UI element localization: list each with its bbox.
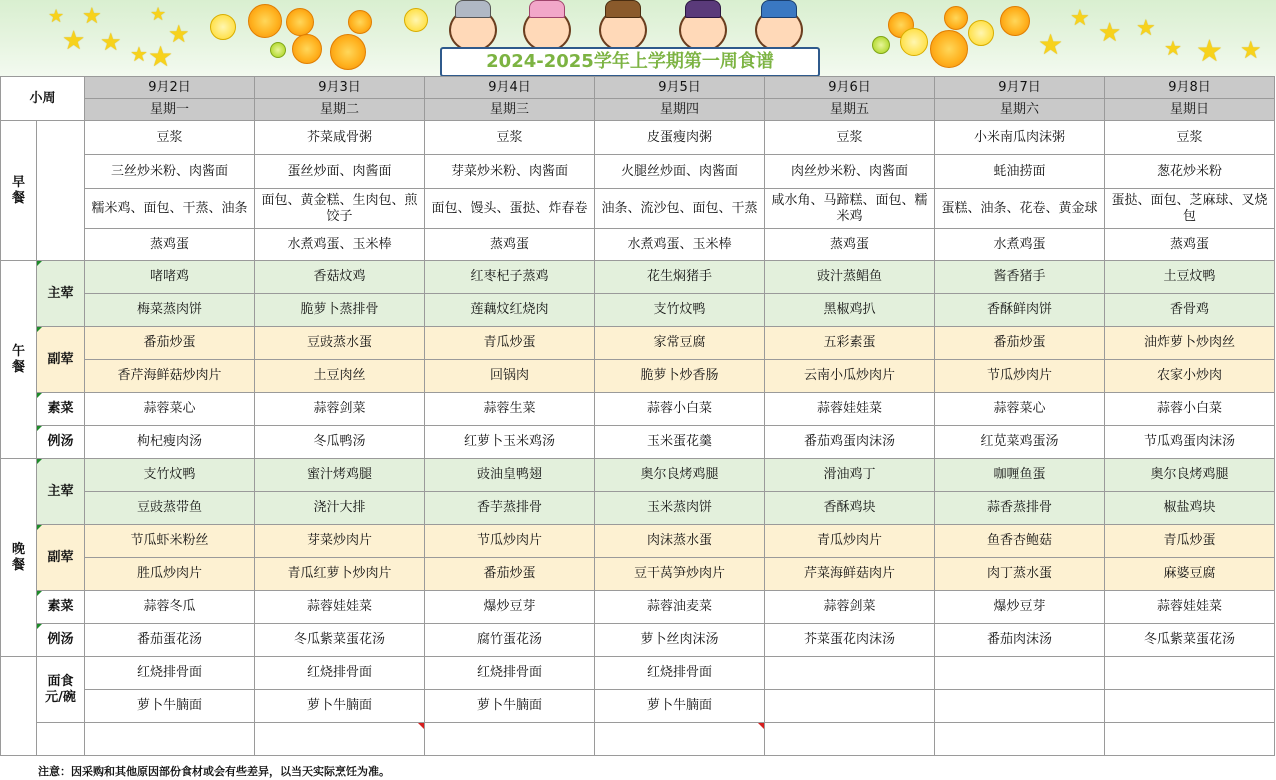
- lunch-row: [1, 360, 1275, 393]
- lunch-row: [1, 294, 1275, 327]
- menu-cell: 萝卜牛腩面: [85, 690, 255, 723]
- menu-cell: 脆萝卜炒香肠: [595, 360, 765, 393]
- menu-cell: 豆浆: [425, 121, 595, 155]
- menu-cell: 蒜蓉菜心: [85, 393, 255, 426]
- star-icon: ★: [82, 4, 102, 29]
- menu-cell: 番茄炒蛋: [85, 327, 255, 360]
- star-icon: ★: [48, 6, 65, 27]
- menu-cell: 回锅肉: [425, 360, 595, 393]
- menu-cell: 水煮鸡蛋、玉米棒: [255, 229, 425, 261]
- knight-kid-icon: [449, 8, 497, 52]
- menu-cell: 蒸鸡蛋: [765, 229, 935, 261]
- menu-cell: [935, 723, 1105, 756]
- menu-cell: 青瓜炒蛋: [1105, 525, 1275, 558]
- date-header-row: [1, 77, 1275, 99]
- orange-slice-icon: [944, 6, 968, 30]
- menu-cell: 红萝卜玉米鸡汤: [425, 426, 595, 459]
- star-icon: ★: [1164, 36, 1182, 60]
- lunch-row: [1, 393, 1275, 426]
- weekday-cell: 星期日: [1105, 99, 1275, 121]
- menu-cell: 萝卜丝肉沫汤: [595, 624, 765, 657]
- menu-cell: 萝卜牛腩面: [255, 690, 425, 723]
- weekday-cell: 星期三: [425, 99, 595, 121]
- menu-cell: 腐竹蛋花汤: [425, 624, 595, 657]
- comment-marker-icon: [37, 393, 42, 398]
- star-icon: ★: [1038, 28, 1064, 61]
- menu-cell: 咖喱鱼蛋: [935, 459, 1105, 492]
- menu-cell: 芥菜咸骨粥: [255, 121, 425, 155]
- menu-cell: 蛋糕、油条、花卷、黄金球: [935, 189, 1105, 229]
- week-label: 小周: [1, 77, 85, 121]
- orange-slice-icon: [286, 8, 314, 36]
- menu-cell: 红苋菜鸡蛋汤: [935, 426, 1105, 459]
- menu-cell: [1105, 690, 1275, 723]
- menu-cell: [765, 657, 935, 690]
- menu-cell: [1105, 657, 1275, 690]
- menu-cell: 蒜蓉油麦菜: [595, 591, 765, 624]
- menu-cell: [85, 723, 255, 756]
- dinner-row: [1, 492, 1275, 525]
- dinner-row: [1, 591, 1275, 624]
- orange-slice-icon: [248, 4, 282, 38]
- menu-cell: 糯米鸡、面包、干蒸、油条: [85, 189, 255, 229]
- menu-cell: 支竹炆鸭: [595, 294, 765, 327]
- weekday-cell: 星期五: [765, 99, 935, 121]
- menu-cell: 酱香猪手: [935, 261, 1105, 294]
- menu-cell: 豉汁蒸鲳鱼: [765, 261, 935, 294]
- menu-cell: 红烧排骨面: [595, 657, 765, 690]
- menu-cell: 豆浆: [1105, 121, 1275, 155]
- menu-cell: 红枣杞子蒸鸡: [425, 261, 595, 294]
- menu-cell: 家常豆腐: [595, 327, 765, 360]
- weekday-cell: 星期二: [255, 99, 425, 121]
- comment-marker-icon: [758, 723, 764, 729]
- menu-cell: 番茄肉沫汤: [935, 624, 1105, 657]
- dish-category-label: 素菜: [37, 591, 85, 624]
- menu-cell: 蒜香蒸排骨: [935, 492, 1105, 525]
- breakfast-row: [1, 189, 1275, 229]
- menu-cell: 蒜蓉剑菜: [255, 393, 425, 426]
- boy-kid-icon: [755, 8, 803, 52]
- menu-cell: 枸杞瘦肉汤: [85, 426, 255, 459]
- star-icon: ★: [100, 28, 122, 56]
- menu-cell: 小米南瓜肉沫粥: [935, 121, 1105, 155]
- date-cell: 9月7日: [935, 77, 1105, 99]
- comment-marker-icon: [37, 525, 42, 530]
- menu-cell: [255, 723, 425, 756]
- date-cell: 9月2日: [85, 77, 255, 99]
- star-icon: ★: [1098, 18, 1122, 48]
- menu-cell: 豆豉蒸带鱼: [85, 492, 255, 525]
- menu-cell: 冬瓜鸭汤: [255, 426, 425, 459]
- menu-cell: 豆干莴笋炒肉片: [595, 558, 765, 591]
- menu-table-body: [1, 77, 1275, 756]
- dish-category-label: 主荤: [37, 261, 85, 327]
- orange-slice-icon: [292, 34, 322, 64]
- star-icon: ★: [150, 4, 167, 25]
- star-icon: ★: [1070, 6, 1090, 31]
- orange-slice-icon: [348, 10, 372, 34]
- date-cell: 9月6日: [765, 77, 935, 99]
- menu-cell: 花生焖猪手: [595, 261, 765, 294]
- menu-cell: 油炸萝卜炒肉丝: [1105, 327, 1275, 360]
- lemon-slice-icon: [900, 28, 928, 56]
- date-cell: 9月3日: [255, 77, 425, 99]
- menu-cell: 红烧排骨面: [85, 657, 255, 690]
- noodle-label: 面食 元/碗: [37, 657, 85, 723]
- menu-cell: 蒸鸡蛋: [85, 229, 255, 261]
- menu-cell: 土豆肉丝: [255, 360, 425, 393]
- menu-cell: 麻婆豆腐: [1105, 558, 1275, 591]
- menu-cell: 香酥鸡块: [765, 492, 935, 525]
- menu-cell: 节瓜炒肉片: [935, 360, 1105, 393]
- menu-cell: 三丝炒米粉、肉酱面: [85, 155, 255, 189]
- noodle-row: [1, 723, 1275, 756]
- lunch-row: [1, 261, 1275, 294]
- comment-marker-icon: [37, 459, 42, 464]
- menu-cell: 火腿丝炒面、肉酱面: [595, 155, 765, 189]
- menu-cell: 滑油鸡丁: [765, 459, 935, 492]
- menu-cell: 玉米蒸肉饼: [595, 492, 765, 525]
- dinner-label: 晚 餐: [1, 459, 37, 657]
- dish-category-label: 素菜: [37, 393, 85, 426]
- menu-cell: 节瓜炒肉片: [425, 525, 595, 558]
- menu-cell: 五彩素蛋: [765, 327, 935, 360]
- menu-cell: 胜瓜炒肉片: [85, 558, 255, 591]
- dish-category-label: 主荤: [37, 459, 85, 525]
- menu-cell: 肉丝炒米粉、肉酱面: [765, 155, 935, 189]
- menu-cell: [765, 690, 935, 723]
- menu-cell: 番茄蛋花汤: [85, 624, 255, 657]
- comment-marker-icon: [37, 426, 42, 431]
- footnote: 注意：因采购和其他原因部份食材或会有些差异，以当天实际烹饪为准。: [38, 765, 390, 778]
- menu-cell: 冬瓜紫菜蛋花汤: [1105, 624, 1275, 657]
- menu-cell: 肉丁蒸水蛋: [935, 558, 1105, 591]
- weekday-cell: 星期六: [935, 99, 1105, 121]
- menu-cell: 香骨鸡: [1105, 294, 1275, 327]
- page-title: 2024-2025学年上学期第一周食谱: [440, 47, 820, 76]
- menu-cell: 啫啫鸡: [85, 261, 255, 294]
- menu-cell: [595, 723, 765, 756]
- date-cell: 9月4日: [425, 77, 595, 99]
- menu-cell: 节瓜鸡蛋肉沫汤: [1105, 426, 1275, 459]
- menu-cell: 香菇炆鸡: [255, 261, 425, 294]
- menu-cell: 椒盐鸡块: [1105, 492, 1275, 525]
- menu-cell: 莲藕炆红烧肉: [425, 294, 595, 327]
- princess-kid-icon: [523, 8, 571, 52]
- menu-cell: 土豆炆鸭: [1105, 261, 1275, 294]
- menu-cell: 香酥鲜肉饼: [935, 294, 1105, 327]
- menu-cell: 梅菜蒸肉饼: [85, 294, 255, 327]
- star-icon: ★: [1240, 36, 1262, 64]
- menu-cell: 水煮鸡蛋: [935, 229, 1105, 261]
- orange-slice-icon: [930, 30, 968, 68]
- orange-slice-icon: [330, 34, 366, 70]
- menu-cell: 爆炒豆芽: [425, 591, 595, 624]
- lunch-label: 午 餐: [1, 261, 37, 459]
- lime-slice-icon: [872, 36, 890, 54]
- dinner-row: [1, 624, 1275, 657]
- menu-cell: 蛋挞、面包、芝麻球、叉烧包: [1105, 189, 1275, 229]
- menu-cell: 萝卜牛腩面: [425, 690, 595, 723]
- date-cell: 9月8日: [1105, 77, 1275, 99]
- menu-cell: 蒜蓉娃娃菜: [765, 393, 935, 426]
- explorer-kid-icon: [599, 8, 647, 52]
- menu-cell: 番茄炒蛋: [425, 558, 595, 591]
- menu-cell: 蚝油捞面: [935, 155, 1105, 189]
- menu-cell: 红烧排骨面: [425, 657, 595, 690]
- lemon-slice-icon: [404, 8, 428, 32]
- menu-cell: 番茄炒蛋: [935, 327, 1105, 360]
- star-icon: ★: [62, 26, 86, 56]
- menu-cell: 芽菜炒米粉、肉酱面: [425, 155, 595, 189]
- menu-cell: 豆浆: [85, 121, 255, 155]
- orange-slice-icon: [1000, 6, 1030, 36]
- noodle-blank-label: [37, 723, 85, 756]
- menu-cell: 蒸鸡蛋: [425, 229, 595, 261]
- menu-cell: 鱼香杏鲍菇: [935, 525, 1105, 558]
- noodle-row: [1, 690, 1275, 723]
- breakfast-row: [1, 121, 1275, 155]
- breakfast-row: [1, 229, 1275, 261]
- lime-slice-icon: [270, 42, 286, 58]
- menu-cell: 红烧排骨面: [255, 657, 425, 690]
- dinner-row: [1, 459, 1275, 492]
- star-icon: ★: [130, 42, 148, 66]
- menu-cell: 香芋蒸排骨: [425, 492, 595, 525]
- menu-cell: 奥尔良烤鸡腿: [1105, 459, 1275, 492]
- menu-cell: 奥尔良烤鸡腿: [595, 459, 765, 492]
- menu-cell: 脆萝卜蒸排骨: [255, 294, 425, 327]
- menu-cell: 蒜蓉生菜: [425, 393, 595, 426]
- menu-cell: 蒜蓉菜心: [935, 393, 1105, 426]
- lunch-row: [1, 426, 1275, 459]
- menu-cell: 面包、馒头、蛋挞、炸春卷: [425, 189, 595, 229]
- menu-cell: 香芹海鲜菇炒肉片: [85, 360, 255, 393]
- menu-cell: 冬瓜紫菜蛋花汤: [255, 624, 425, 657]
- menu-cell: 蒜蓉小白菜: [1105, 393, 1275, 426]
- star-icon: ★: [1196, 34, 1223, 69]
- menu-cell: [425, 723, 595, 756]
- menu-cell: 蒜蓉娃娃菜: [1105, 591, 1275, 624]
- weekday-cell: 星期四: [595, 99, 765, 121]
- lunch-row: [1, 327, 1275, 360]
- comment-marker-icon: [418, 723, 424, 729]
- noodle-blank-label: [1, 657, 37, 756]
- menu-cell: 青瓜炒蛋: [425, 327, 595, 360]
- menu-cell: 芥菜蛋花肉沫汤: [765, 624, 935, 657]
- menu-cell: 皮蛋瘦肉粥: [595, 121, 765, 155]
- menu-cell: 黑椒鸡扒: [765, 294, 935, 327]
- menu-cell: 蒸鸡蛋: [1105, 229, 1275, 261]
- menu-cell: 芹菜海鲜菇肉片: [765, 558, 935, 591]
- menu-cell: 爆炒豆芽: [935, 591, 1105, 624]
- menu-cell: 支竹炆鸭: [85, 459, 255, 492]
- menu-cell: 芽菜炒肉片: [255, 525, 425, 558]
- menu-cell: 番茄鸡蛋肉沫汤: [765, 426, 935, 459]
- comment-marker-icon: [37, 261, 42, 266]
- dish-category-label: 例汤: [37, 624, 85, 657]
- star-icon: ★: [168, 20, 190, 48]
- menu-cell: 豆豉蒸水蛋: [255, 327, 425, 360]
- menu-cell: 蒜蓉小白菜: [595, 393, 765, 426]
- menu-cell: 豉油皇鸭翅: [425, 459, 595, 492]
- witch-kid-icon: [679, 8, 727, 52]
- weekday-header-row: [1, 99, 1275, 121]
- menu-cell: [765, 723, 935, 756]
- menu-cell: 面包、黄金糕、生肉包、煎饺子: [255, 189, 425, 229]
- date-cell: 9月5日: [595, 77, 765, 99]
- header-banner: [0, 0, 1276, 76]
- dish-category-label: 副荤: [37, 525, 85, 591]
- menu-cell: 水煮鸡蛋、玉米棒: [595, 229, 765, 261]
- dinner-row: [1, 525, 1275, 558]
- menu-cell: [1105, 723, 1275, 756]
- menu-cell: 豆浆: [765, 121, 935, 155]
- menu-cell: 青瓜炒肉片: [765, 525, 935, 558]
- menu-cell: [935, 657, 1105, 690]
- menu-cell: 青瓜红萝卜炒肉片: [255, 558, 425, 591]
- menu-cell: 节瓜虾米粉丝: [85, 525, 255, 558]
- menu-cell: 萝卜牛腩面: [595, 690, 765, 723]
- breakfast-sublabel: [37, 121, 85, 261]
- children-illustration: [435, 4, 820, 50]
- star-icon: ★: [148, 40, 174, 73]
- lemon-slice-icon: [210, 14, 236, 40]
- comment-marker-icon: [37, 624, 42, 629]
- comment-marker-icon: [37, 327, 42, 332]
- dish-category-label: 副荤: [37, 327, 85, 393]
- menu-cell: 云南小瓜炒肉片: [765, 360, 935, 393]
- menu-cell: 蒜蓉娃娃菜: [255, 591, 425, 624]
- menu-cell: 咸水角、马蹄糕、面包、糯米鸡: [765, 189, 935, 229]
- noodle-row: [1, 657, 1275, 690]
- menu-cell: 肉沫蒸水蛋: [595, 525, 765, 558]
- dish-category-label: 例汤: [37, 426, 85, 459]
- comment-marker-icon: [37, 591, 42, 596]
- menu-cell: 农家小炒肉: [1105, 360, 1275, 393]
- menu-cell: 葱花炒米粉: [1105, 155, 1275, 189]
- menu-cell: 玉米蛋花羹: [595, 426, 765, 459]
- weekday-cell: 星期一: [85, 99, 255, 121]
- menu-table: [0, 76, 1275, 756]
- menu-cell: 蒜蓉剑菜: [765, 591, 935, 624]
- menu-cell: 蜜汁烤鸡腿: [255, 459, 425, 492]
- menu-cell: 蒜蓉冬瓜: [85, 591, 255, 624]
- star-icon: ★: [1136, 16, 1156, 41]
- menu-cell: [935, 690, 1105, 723]
- menu-cell: 蛋丝炒面、肉酱面: [255, 155, 425, 189]
- lemon-slice-icon: [968, 20, 994, 46]
- breakfast-row: [1, 155, 1275, 189]
- breakfast-label: 早 餐: [1, 121, 37, 261]
- menu-cell: 浇汁大排: [255, 492, 425, 525]
- dinner-row: [1, 558, 1275, 591]
- menu-cell: 油条、流沙包、面包、干蒸: [595, 189, 765, 229]
